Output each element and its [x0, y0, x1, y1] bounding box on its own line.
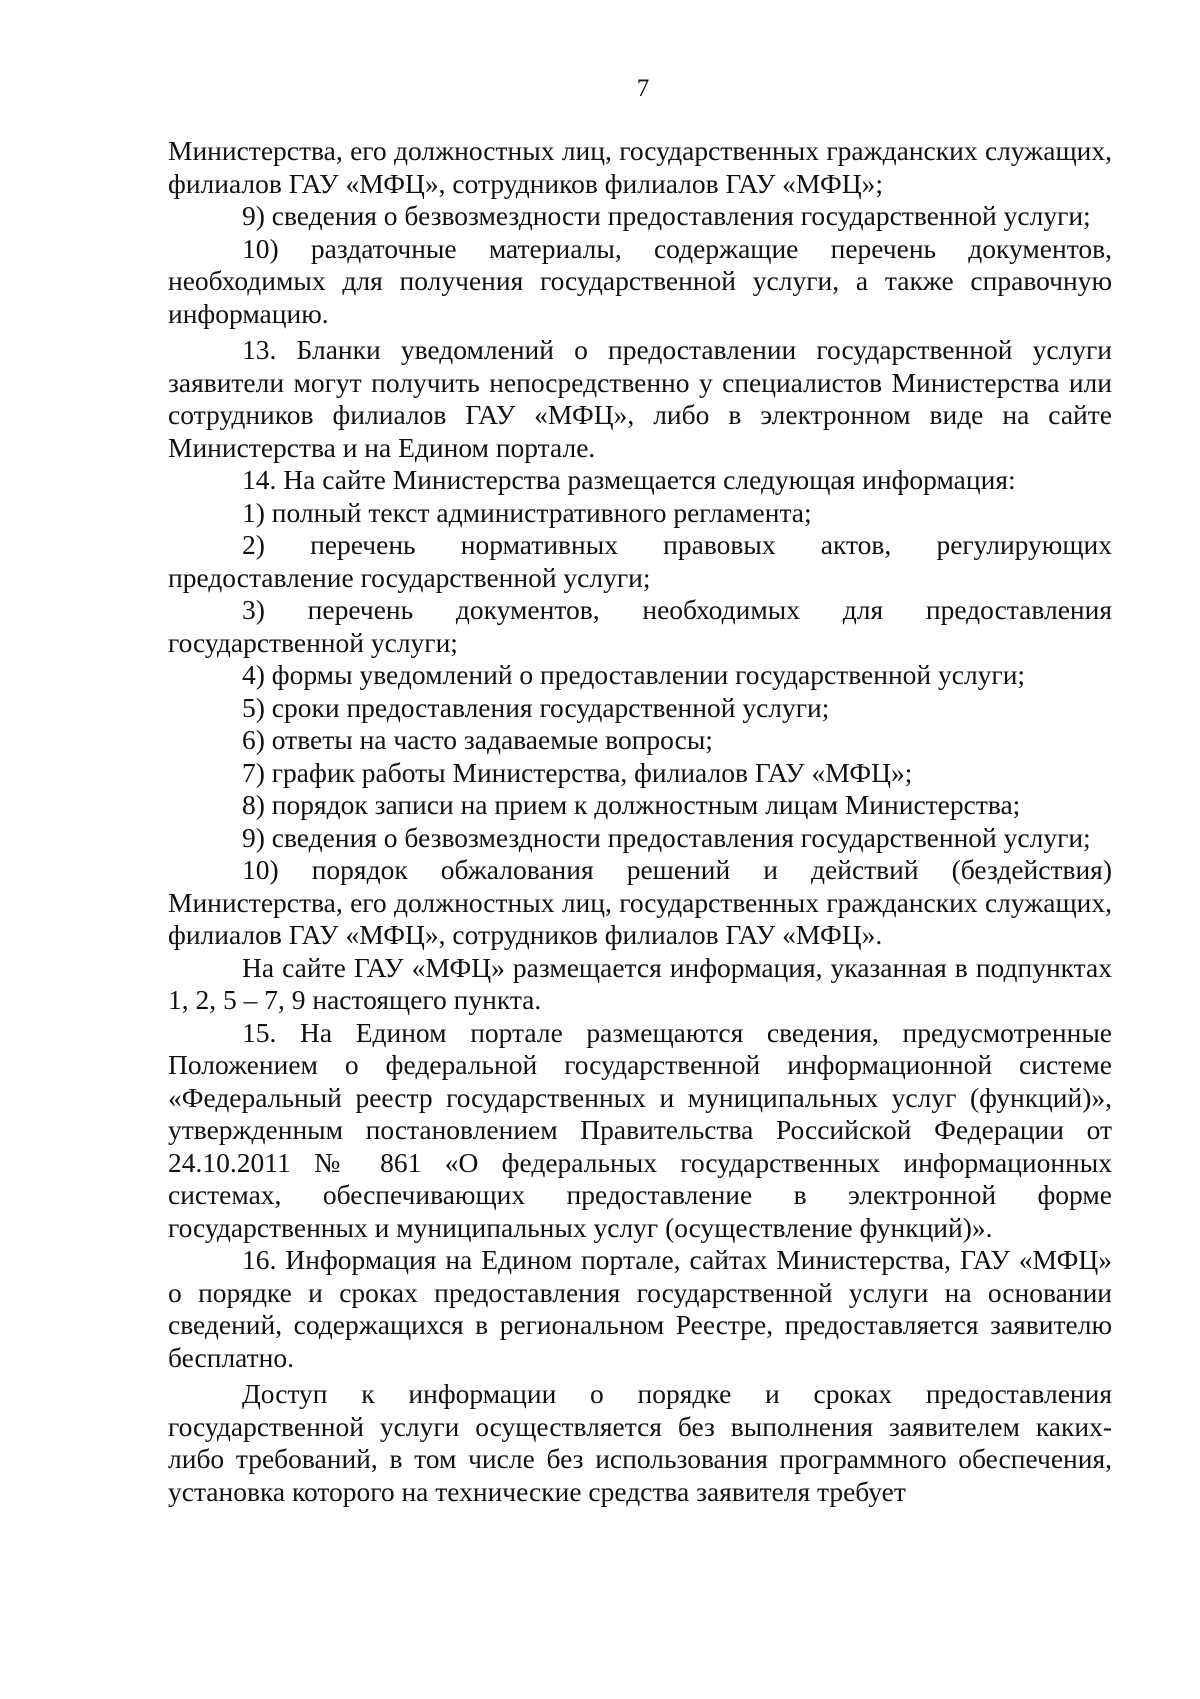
paragraph-item-5: 5) сроки предоставления государственной услуги; [242, 691, 830, 723]
paragraph-item-7: 7) график работы Министерства, филиалов ГАУ «МФЦ»; [242, 756, 913, 788]
page-number: 7 [636, 75, 650, 102]
paragraph-continuation: Министерства, его должностных лиц, государственных гражданских служащих, филиалов ГАУ «МФЦ», сотрудников филиалов ГАУ «МФЦ»; [168, 135, 1112, 199]
paragraph-item-1: 1) полный текст административного регламента; [242, 496, 812, 528]
paragraph-item-9-free-service: 9) сведения о безвозмездности предоставления государственной услуги; [242, 200, 1091, 231]
paragraph-item-4: 4) формы уведомлений о предоставлении государственной услуги; [242, 659, 1026, 690]
paragraph-section-15: 15. На Едином портале размещаются сведения, предусмотренные Положением о федеральной государственной информационной системе «Федеральный реестр государственных и муниципальных услуг (функций)», утвержденным постановлением Правительства Российской Федерации от 24.10.2011 № 861 «О федеральных государственных информационных системах, обеспечивающих предоставление в электронной форме государственных и муниципальных услуг (осуществление функций)». [168, 1016, 1112, 1243]
paragraph-item-8: 8) порядок записи на прием к должностным лицам Министерства; [242, 789, 1021, 820]
paragraph-item-10: 10) порядок обжалования решений и действий (бездействия) Министерства, его должностных лиц, государственных гражданских служащих, филиалов ГАУ «МФЦ», сотрудников филиалов ГАУ «МФЦ». [168, 854, 1112, 950]
paragraph-item-6: 6) ответы на часто задаваемые вопросы; [242, 724, 713, 755]
paragraph-item-3: 3) перечень документов, необходимых для предоставления государственной услуги; [168, 594, 1112, 658]
paragraph-section-14: 14. На сайте Министерства размещается следующая информация: [242, 464, 1016, 495]
paragraph-item-10-handouts: 10) раздаточные материалы, содержащие перечень документов, необходимых для получения государственной услуги, а также справочную информацию. [168, 232, 1112, 329]
paragraph-item-2: 2) перечень нормативных правовых актов, регулирующих предоставление государственной услуги; [168, 529, 1112, 593]
paragraph-section-16: 16. Информация на Едином портале, сайтах Министерства, ГАУ «МФЦ» о порядке и сроках предоставления государственной услуги на основании сведений, содержащихся в региональном Реестре, предоставляется заявителю бесплатно. [168, 1244, 1112, 1373]
paragraph-access-info: Доступ к информации о порядке и сроках предоставления государственной услуги осуществляется без выполнения заявителем каких-либо требований, в том числе без использования программного обеспечения, установка которого на технические средства заявителя требует [168, 1378, 1112, 1507]
paragraph-section-13: 13. Бланки уведомлений о предоставлении государственной услуги заявители могут получить непосредственно у специалистов Министерства или сотрудников филиалов ГАУ «МФЦ», либо в электронном виде на сайте Министерства и на Едином портале. [168, 334, 1112, 463]
paragraph-item-9: 9) сведения о безвозмездности предоставления государственной услуги; [242, 821, 1091, 853]
paragraph-mfc-site-info: На сайте ГАУ «МФЦ» размещается информация, указанная в подпунктах 1, 2, 5 – 7, 9 настоящего пункта. [168, 951, 1112, 1015]
document-body [168, 135, 1112, 1508]
